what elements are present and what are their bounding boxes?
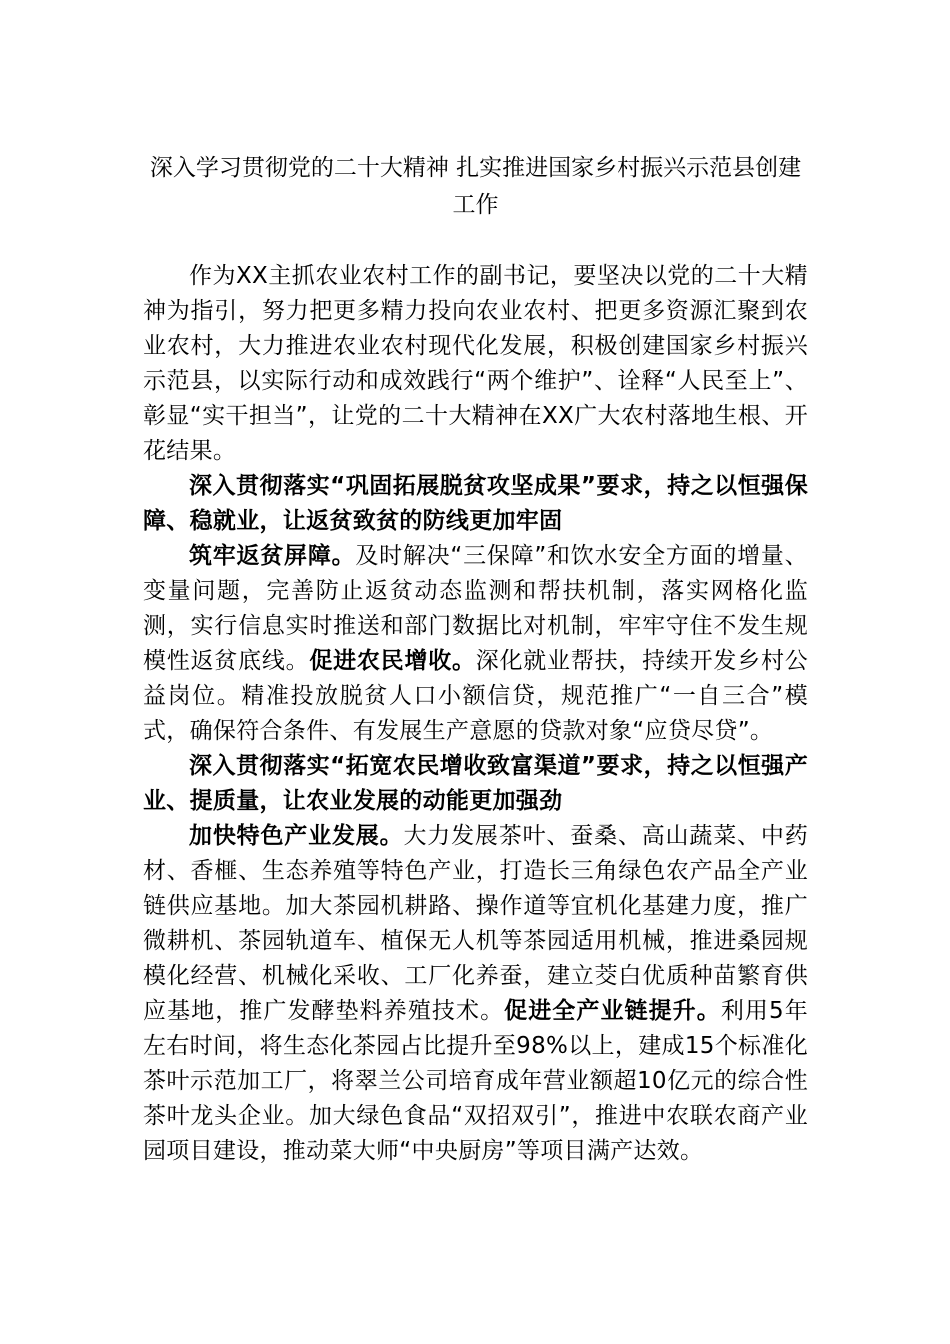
section-1-text-2: 深化就业帮扶，持续开发乡村公益岗位。精准投放脱贫人口小额信贷，规范推广“一自三合”模式，确保符合条件、有发展生产意愿的贷款对象“应贷尽贷”。 <box>143 648 809 744</box>
section-1-lead-1: 筑牢返贫屏障。 <box>189 543 356 569</box>
title-spacer <box>143 224 808 259</box>
section-2-paragraph <box>143 819 808 1169</box>
section-2-text-1: 大力发展茶叶、蚕桑、高山蔬菜、中药材、香榧、生态养殖等特色产业，打造长三角绿色农产品全产业链供应基地。加大茶园机耕路、操作道等宜机化基建力度，推广微耕机、茶园轨道车、植保无人机等茶园适用机械，推进桑园规模化经营、机械化采收、工厂化养蚕，建立茭白优质种苗繁育供应基地，推广发酵垫料养殖技术。 <box>143 823 808 1024</box>
section-2-lead-2: 促进全产业链提升。 <box>504 998 721 1024</box>
document-page <box>143 150 808 1169</box>
section-1-heading: 深入贯彻落实“巩固拓展脱贫攻坚成果”要求，持之以恒强保障、稳就业，让返贫致贫的防线更加牢固 <box>143 473 808 534</box>
intro-paragraph: 作为XX主抓农业农村工作的副书记，要坚决以党的二十大精神为指引，努力把更多精力投向农业农村、把更多资源汇聚到农业农村，大力推进农业农村现代化发展，积极创建国家乡村振兴示范县，以实际行动和成效践行“两个维护”、诠释“人民至上”、彰显“实干担当”，让党的二十大精神在XX广大农村落地生根、开花结果。 <box>143 263 808 464</box>
document-title: 深入学习贯彻党的二十大精神 扎实推进国家乡村振兴示范县创建工作 <box>149 155 802 218</box>
section-1-paragraph <box>143 539 808 749</box>
section-1-text-1: 及时解决“三保障”和饮水安全方面的增量、变量问题，完善防止返贫动态监测和帮扶机制，落实网格化监测，实行信息实时推送和部门数据比对机制，牢牢守住不发生规模性返贫底线。 <box>143 543 808 674</box>
section-1-lead-2: 促进农民增收。 <box>309 648 476 674</box>
section-2-heading: 深入贯彻落实“拓宽农民增收致富渠道”要求，持之以恒强产业、提质量，让农业发展的动能更加强劲 <box>143 753 808 814</box>
section-2-lead-1: 加快特色产业发展。 <box>189 823 404 849</box>
section-2-text-2: 利用5年左右时间，将生态化茶园占比提升至98%以上，建成15个标准化茶叶示范加工厂，将翠兰公司培育成年营业额超10亿元的综合性茶叶龙头企业。加大绿色食品“双招双引”，推进中农联农商产业园项目建设，推动菜大师“中央厨房”等项目满产达效。 <box>143 998 808 1164</box>
